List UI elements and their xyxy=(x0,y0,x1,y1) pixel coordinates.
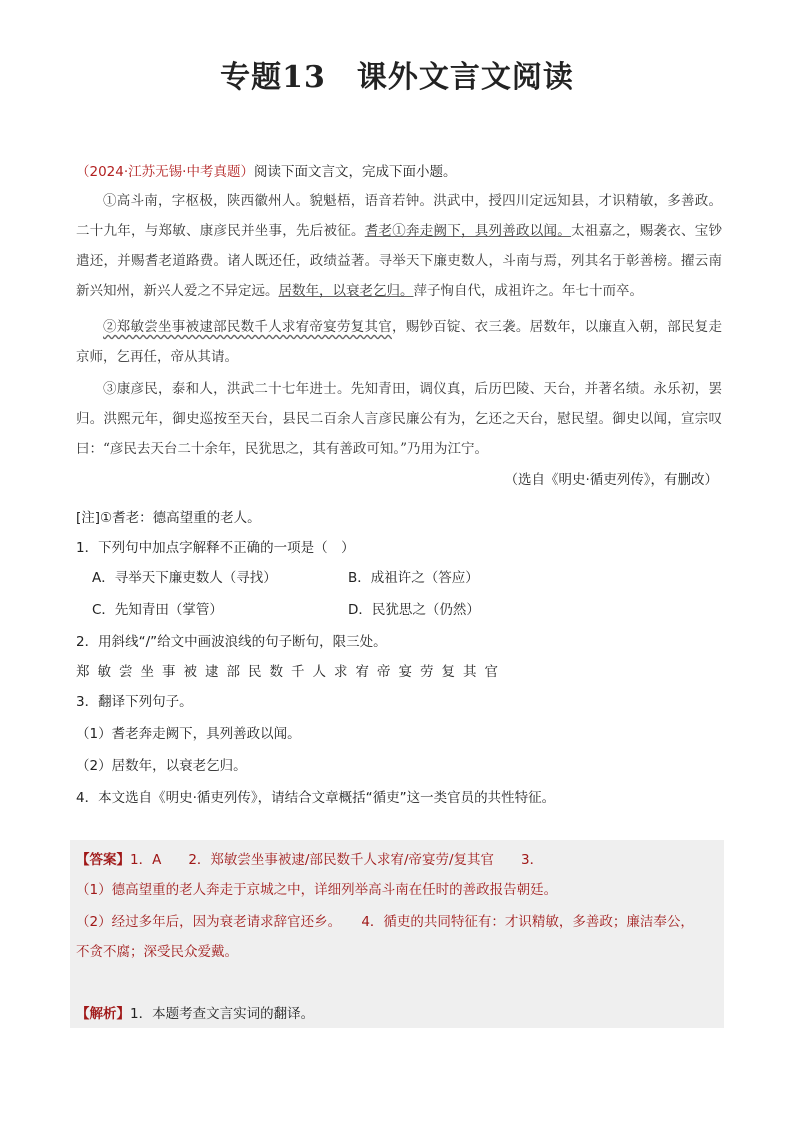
analysis-line: 【解析】1．本题考查文言实词的翻译。 xyxy=(76,1006,315,1022)
answer-line-4: 不贪不腐；深受民众爱戴。 xyxy=(76,944,238,960)
question-2-sentence: 郑敏尝坐事被逮部民数千人求宥帝宴劳复其官 xyxy=(76,664,506,680)
question-3-item-2: （2）居数年，以衰老乞归。 xyxy=(76,758,247,774)
q1-option-c: C．先知青田（掌管） xyxy=(92,602,223,618)
passage-p3: ③康彦民，泰和人，洪武二十七年进士。先知青田，调仪真，后历巴陵、天台，并著名绩。永乐初，罢归。洪熙元年，御史巡按至天台，县民二百余人言彦民廉公有为，乞还之天台，慰民望。御史以闻，宣宗叹曰：“彦民去天台二十余年，民犹思之，其有善政可知。”乃用为江宁。 xyxy=(76,381,722,457)
question-1-stem: 1．下列句中加点字解释不正确的一项是（ ） xyxy=(76,540,355,556)
passage-p2: ②郑敏尝坐事被逮部民数千人求宥帝宴劳复其官，赐钞百锭、衣三袭。居数年，以廉直入朝，部民复走京师，乞再任，帝从其请。 xyxy=(76,319,723,365)
question-source xyxy=(76,160,456,180)
question-3-stem: 3．翻译下列句子。 xyxy=(76,694,193,710)
question-3-item-1: （1）耆老奔走阙下，具列善政以闻。 xyxy=(76,726,301,742)
underlined-sentence-2: 居数年，以衰老乞归。 xyxy=(278,283,414,299)
q1-option-b: B．成祖许之（答应） xyxy=(348,570,479,586)
instruction: 阅读下面文言文，完成下面小题。 xyxy=(253,164,457,180)
analysis-label: 【解析】 xyxy=(76,1006,130,1022)
answer-line-1: 【答案】1．A 2．郑敏尝坐事被逮/部民数千人求宥/帝宴劳/复其官 3． xyxy=(76,852,544,868)
wavy-underlined-sentence: ②郑敏尝坐事被逮部民数千人求宥帝宴劳复其官 xyxy=(103,319,392,335)
answer-panel xyxy=(70,840,724,1028)
footnote: [注]①耆老：德高望重的老人。 xyxy=(76,510,261,526)
passage-p1: ①高斗南，字枢极，陕西徽州人。貌魁梧，语音若钟。洪武中，授四川定远知县，才识精敏，多善政。二十九年，与郑敏、康彦民并坐事，先后被征。耆老①奔走阙下，具列善政以闻。太祖嘉之，赐袭衣、宝钞遣还，并赐耆老道路费。诸人既还任，政绩益著。寻举天下廉吏数人，斗南与焉，列其名于彰善榜。擢云南新兴知州，新兴人爱之不异定远。居数年，以衰老乞归。萍子恂自代，成祖许之。年七十而卒。 xyxy=(76,193,722,299)
answer-line-2: （1）德高望重的老人奔走于京城之中，详细列举高斗南在任时的善政报告朝廷。 xyxy=(76,882,558,898)
underlined-sentence-1: 耆老①奔走阙下，具列善政以闻。 xyxy=(364,223,571,239)
answer-label: 【答案】 xyxy=(76,852,130,868)
answer-line-3: （2）经过多年后，因为衰老请求辞官还乡。 4．循吏的共同特征有：才识精敏，多善政；廉洁奉公， xyxy=(76,914,694,930)
page-title: 专题13 课外文言文阅读 xyxy=(220,60,574,95)
question-2-stem: 2．用斜线“/”给文中画波浪线的句子断句，限三处。 xyxy=(76,634,387,650)
q1-option-a: A．寻举天下廉吏数人（寻找） xyxy=(92,570,277,586)
citation: （选自《明史·循吏列传》，有删改） xyxy=(504,472,718,488)
source-tag: （2024·江苏无锡·中考真题） xyxy=(76,164,254,180)
question-4-stem: 4．本文选自《明史·循吏列传》，请结合文章概括“循吏”这一类官员的共性特征。 xyxy=(76,790,556,806)
q1-option-d: D．民犹思之（仍然） xyxy=(348,602,480,618)
